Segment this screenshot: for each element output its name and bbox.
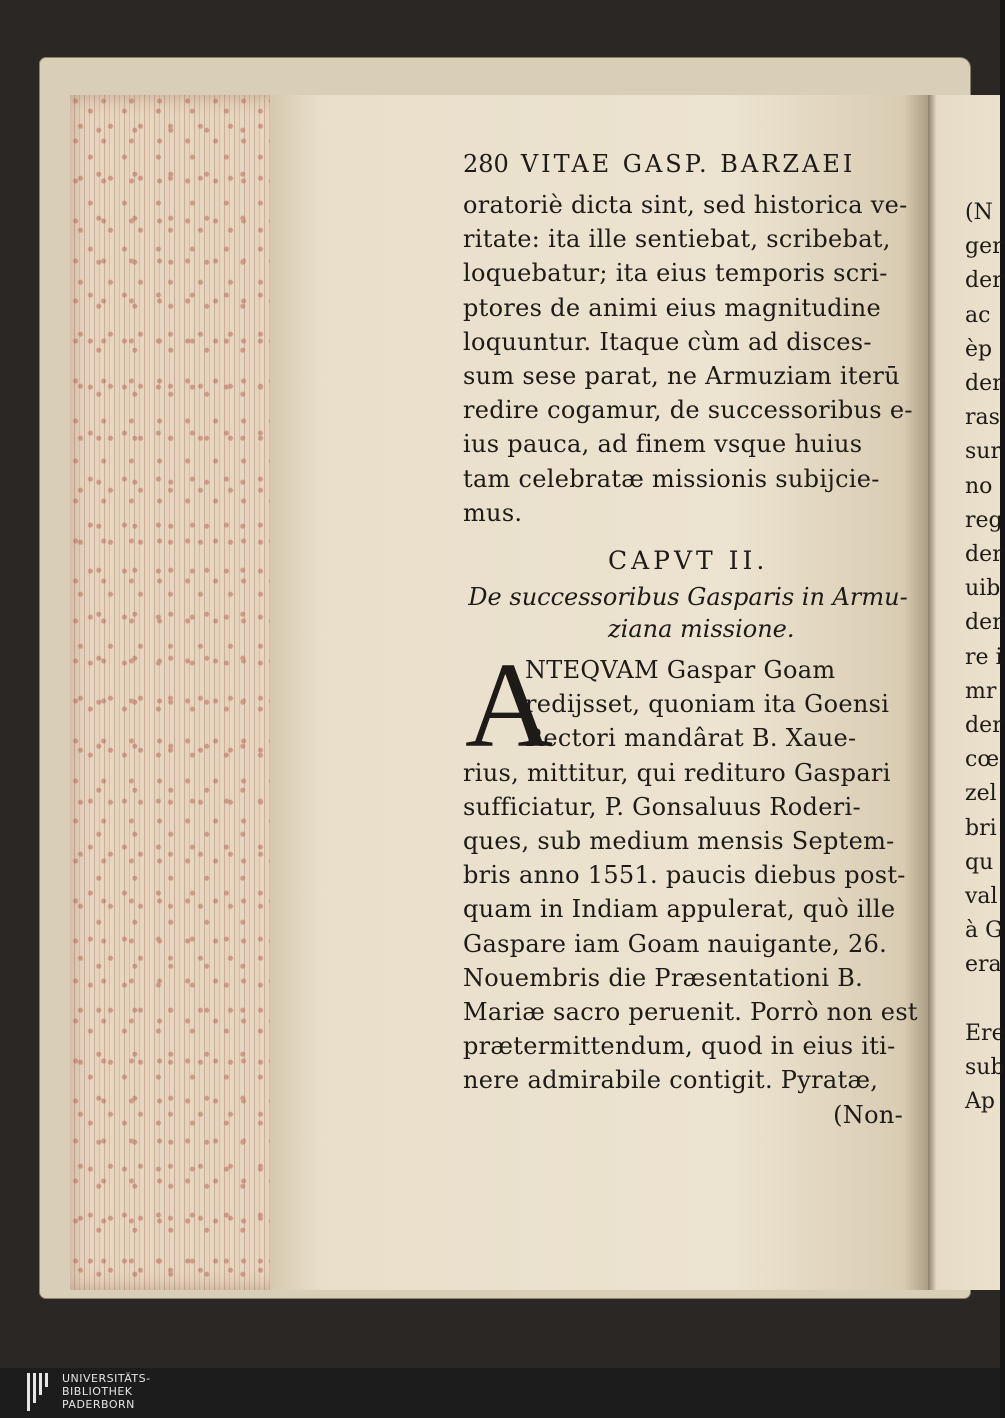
- facing-line: bri: [965, 815, 997, 841]
- text-line: ques, sub medium mensis Septem-: [463, 827, 895, 856]
- facing-line: sur: [965, 439, 1001, 465]
- library-line: BIBLIOTHEK: [62, 1385, 133, 1398]
- chapter-subtitle-line-2: ziana missione.: [608, 615, 795, 644]
- page-text: [463, 150, 918, 1132]
- facing-line: re i: [965, 644, 1003, 670]
- text-line: ptores de animi eius magnitudine: [463, 293, 882, 322]
- text-line: nere admirabile contigit. Pyratæ,: [463, 1066, 879, 1095]
- text-line: NTEQVAM Gaspar Goam: [525, 656, 836, 685]
- facing-line: val: [965, 884, 998, 910]
- text-line: Rectori mandârat B. Xaue-: [525, 724, 857, 753]
- text-line: mus.: [463, 498, 523, 527]
- paragraph-with-drop-cap: [463, 638, 918, 1098]
- facing-line: [965, 983, 1005, 1017]
- page-number: 280: [463, 150, 509, 178]
- facing-line: (N: [965, 200, 993, 225]
- text-line: redijsset, quoniam ita Goensi: [525, 690, 890, 719]
- text-line: Mariæ sacro peruenit. Porrò non est: [463, 998, 918, 1027]
- running-head-title: VITAE GASP. BARZAEI: [520, 150, 856, 178]
- text-line: sufficiatur, P. Gonsaluus Roderi-: [463, 792, 861, 821]
- text-line: quam in Indiam appulerat, quò ille: [463, 895, 896, 924]
- facing-line: der: [965, 713, 1003, 739]
- text-line: tam celebratæ missionis subijcie-: [463, 464, 880, 493]
- facing-line: Ap: [965, 1089, 995, 1115]
- drop-cap: A: [465, 638, 554, 774]
- facing-line: der: [965, 268, 1003, 294]
- text-line: ius pauca, ad finem vsque huius: [463, 430, 863, 459]
- facing-page-text-fragments: [965, 196, 1005, 1119]
- text-block-top: [463, 188, 913, 530]
- chapter-heading: CAPVT II.: [608, 546, 769, 576]
- chapter-subtitle-line-1: De successoribus Gasparis in Armu-: [468, 583, 908, 612]
- facing-line: era: [965, 952, 1002, 978]
- facing-line: no: [965, 473, 993, 499]
- text-line: prætermittendum, quod in eius iti-: [463, 1032, 896, 1061]
- facing-line: à G: [965, 918, 1003, 944]
- facing-line: ac: [965, 302, 991, 328]
- facing-line: qu: [965, 849, 994, 875]
- facing-line: Ere: [965, 1020, 1005, 1046]
- text-line: loquebatur; ita eius temporis scri-: [463, 259, 888, 288]
- text-line: Nouembris die Præsentationi B.: [463, 963, 864, 992]
- facing-line: cœ: [965, 747, 1000, 773]
- facing-line: der: [965, 371, 1003, 397]
- text-line: bris anno 1551. paucis diebus post-: [463, 861, 906, 890]
- facing-line: mr: [965, 678, 997, 704]
- library-line: PADERBORN: [62, 1398, 135, 1411]
- text-line: oratoriè dicta sint, sed historica ve-: [463, 191, 908, 219]
- library-line: UNIVERSITÄTS-: [62, 1372, 151, 1385]
- text-line: Gaspare iam Goam nauigante, 26.: [463, 929, 888, 958]
- facing-line: ras: [965, 405, 1000, 431]
- facing-line: ger: [965, 234, 1003, 260]
- text-line: rius, mittitur, qui redituro Gaspari: [463, 758, 891, 787]
- library-logo-icon: [26, 1371, 52, 1415]
- running-head: [463, 150, 913, 178]
- facing-line: der: [965, 610, 1003, 636]
- catchword: (Non-: [833, 1100, 903, 1129]
- text-line: loquuntur. Itaque cùm ad disces-: [463, 327, 872, 356]
- facing-line: der: [965, 542, 1003, 568]
- facing-line: sub: [965, 1054, 1005, 1080]
- facing-line: reg: [965, 507, 1003, 533]
- text-line: redire cogamur, de successoribus e-: [463, 396, 913, 425]
- library-name: [62, 1372, 151, 1411]
- facing-line: zel: [965, 781, 997, 807]
- text-line: ritate: ita ille sentiebat, scribebat,: [463, 225, 891, 254]
- text-line: sum sese parat, ne Armuziam iterū: [463, 362, 900, 391]
- facing-line: uib: [965, 576, 1001, 602]
- facing-line: èp: [965, 336, 993, 362]
